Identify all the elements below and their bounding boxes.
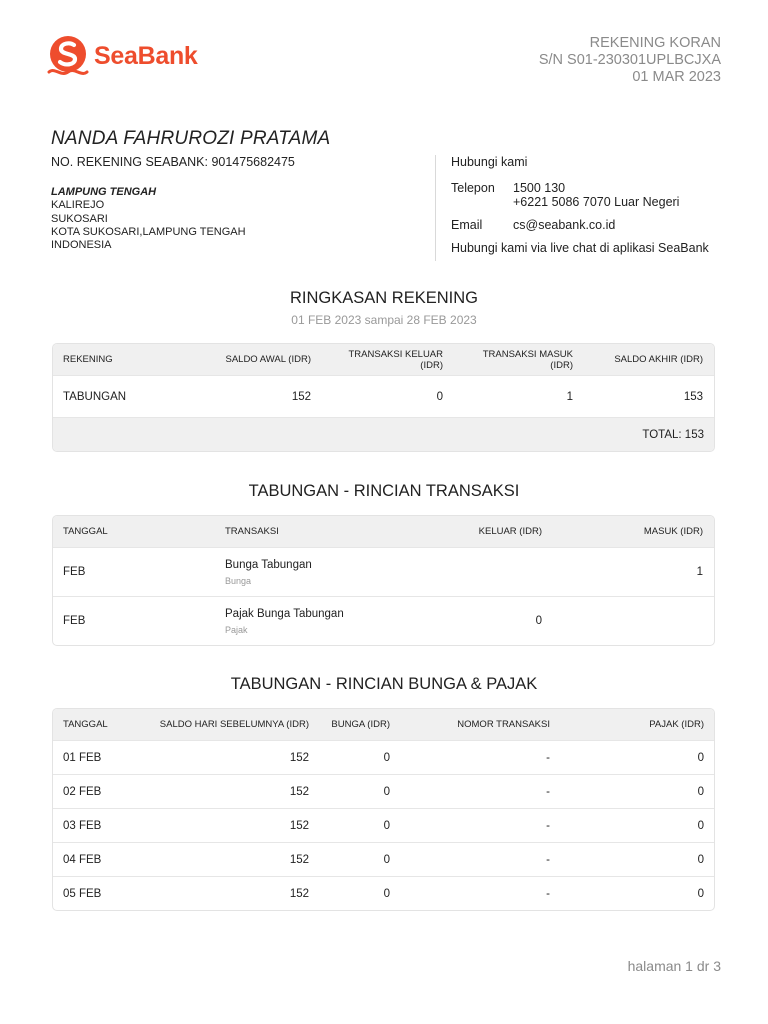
total-row (53, 417, 714, 451)
table-header (53, 709, 714, 740)
cell-account: TABUNGAN (63, 390, 127, 403)
summary-title: RINGKASAN REKENING (290, 289, 478, 307)
cell-incoming: 1 (566, 390, 573, 403)
cell-interest: 0 (383, 751, 390, 764)
doc-type: REKENING KORAN (589, 35, 721, 51)
transactions-title: TABUNGAN - RINCIAN TRANSAKSI (248, 482, 520, 500)
cell-date: FEB (63, 566, 86, 578)
cell-date: 01 FEB (63, 751, 102, 764)
cell-out: 0 (535, 615, 542, 627)
contact-title: Hubungi kami (451, 155, 528, 169)
col-header: TRANSAKSI KELUAR (IDR) (348, 348, 443, 371)
cell-tax: 0 (697, 819, 704, 832)
table-row (53, 876, 714, 910)
col-header: NOMOR TRANSAKSI (457, 719, 550, 730)
divider (435, 155, 436, 261)
col-header: TANGGAL (63, 526, 108, 537)
address-line: INDONESIA (51, 239, 112, 252)
cell-txn-number: - (546, 853, 550, 866)
live-chat-note: Hubungi kami via live chat di aplikasi SeaBank (451, 241, 709, 255)
document-meta (539, 35, 721, 86)
cell-interest: 0 (383, 785, 390, 798)
address-region: LAMPUNG TENGAH (51, 186, 157, 198)
cell-prev-balance: 152 (289, 853, 309, 866)
cell-date: 02 FEB (63, 785, 102, 798)
cell-outgoing: 0 (436, 390, 443, 403)
cell-interest: 0 (383, 853, 390, 866)
table-row (53, 808, 714, 842)
interest-rows (53, 740, 714, 910)
col-header: REKENING (63, 354, 113, 365)
address-line: KOTA SUKOSARI,LAMPUNG TENGAH (51, 225, 246, 238)
summary-period: 01 FEB 2023 sampai 28 FEB 2023 (291, 313, 477, 327)
phone-number[interactable]: 1500 130 (513, 181, 566, 195)
interest-table (52, 708, 715, 911)
cell-txn-number: - (546, 785, 550, 798)
table-row (53, 740, 714, 774)
seabank-logo (46, 34, 198, 78)
cell-closing: 153 (683, 390, 703, 403)
table-header (53, 516, 714, 547)
interest-title: TABUNGAN - RINCIAN BUNGA & PAJAK (230, 675, 538, 693)
cell-tax: 0 (697, 887, 704, 900)
address-line: KALIREJO (51, 199, 105, 212)
transaction-category: Bunga (225, 575, 252, 586)
phone-number-intl[interactable]: +6221 5086 7070 Luar Negeri (513, 195, 680, 209)
table-header (53, 344, 714, 375)
doc-serial: S/N S01-230301UPLBCJXA (538, 52, 721, 68)
table-row (53, 596, 714, 645)
brand-name: SeaBank (94, 41, 198, 70)
cell-opening: 152 (291, 390, 311, 403)
col-header: SALDO AKHIR (IDR) (614, 354, 703, 365)
col-header: KELUAR (IDR) (478, 526, 542, 537)
cell-tax: 0 (697, 785, 704, 798)
phone-label: Telepon (451, 181, 495, 195)
customer-address (51, 186, 246, 252)
col-header: SALDO HARI SEBELUMNYA (IDR) (159, 719, 309, 730)
cell-txn-number: - (546, 819, 550, 832)
page-number: halaman 1 dr 3 (627, 958, 721, 974)
transaction-desc: Pajak Bunga Tabungan (225, 607, 344, 620)
cell-transaction (215, 559, 415, 586)
transaction-desc: Bunga Tabungan (225, 558, 312, 571)
cell-date: 04 FEB (63, 853, 102, 866)
cell-prev-balance: 152 (289, 819, 309, 832)
cell-prev-balance: 152 (289, 887, 309, 900)
col-header: BUNGA (IDR) (331, 719, 390, 730)
col-header: TANGGAL (63, 719, 108, 730)
col-header: TRANSAKSI MASUK (IDR) (482, 348, 573, 371)
table-row (53, 375, 714, 417)
cell-prev-balance: 152 (289, 785, 309, 798)
table-row (53, 774, 714, 808)
cell-interest: 0 (383, 819, 390, 832)
col-header: PAJAK (IDR) (649, 719, 704, 730)
account-number: NO. REKENING SEABANK: 901475682475 (51, 155, 295, 169)
cell-transaction (215, 608, 415, 635)
contact-block (451, 155, 709, 255)
transactions-table (52, 515, 715, 646)
email-link[interactable]: cs@seabank.co.id (513, 218, 616, 232)
summary-table (52, 343, 715, 452)
address-line: SUKOSARI (51, 212, 108, 225)
col-header: MASUK (IDR) (643, 526, 703, 537)
customer-name: NANDA FAHRUROZI PRATAMA (51, 128, 331, 149)
cell-date: FEB (63, 615, 86, 627)
total-value: TOTAL: 153 (642, 428, 704, 441)
transaction-category: Pajak (225, 624, 248, 635)
cell-tax: 0 (697, 751, 704, 764)
cell-date: 03 FEB (63, 819, 102, 832)
cell-in: 1 (696, 566, 703, 578)
cell-interest: 0 (383, 887, 390, 900)
seabank-logo-icon (46, 34, 90, 78)
contact-email (451, 218, 709, 232)
table-row (53, 547, 714, 596)
cell-tax: 0 (697, 853, 704, 866)
col-header: SALDO AWAL (IDR) (225, 354, 311, 365)
cell-prev-balance: 152 (289, 751, 309, 764)
email-label: Email (451, 218, 483, 232)
table-row (53, 842, 714, 876)
cell-txn-number: - (546, 887, 550, 900)
doc-date: 01 MAR 2023 (632, 69, 721, 85)
cell-txn-number: - (546, 751, 550, 764)
contact-phone (451, 181, 709, 209)
cell-date: 05 FEB (63, 887, 102, 900)
col-header: TRANSAKSI (225, 526, 279, 537)
